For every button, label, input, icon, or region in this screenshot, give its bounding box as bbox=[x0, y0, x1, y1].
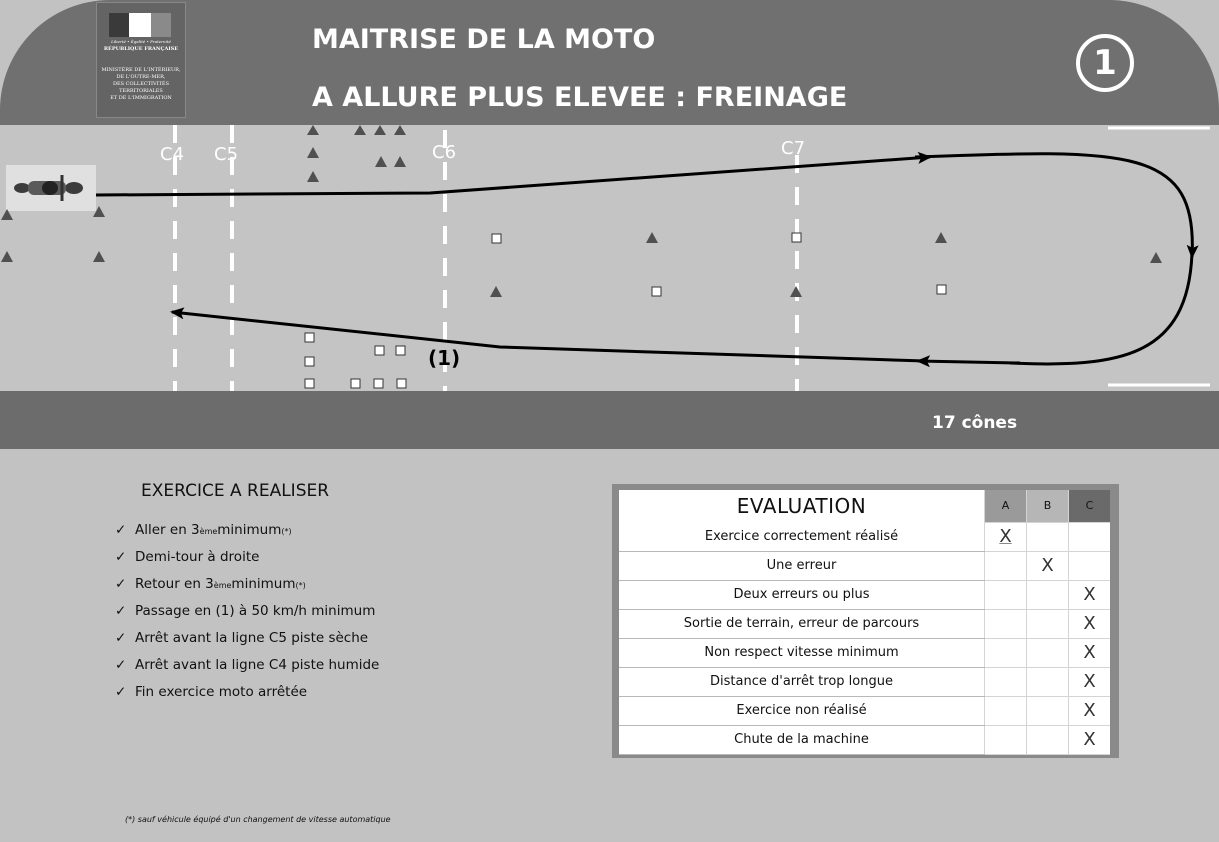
square-marker bbox=[492, 234, 501, 243]
return-path bbox=[918, 361, 1020, 363]
evaluation-header-row bbox=[619, 490, 1110, 522]
motorcycle-icon bbox=[6, 165, 96, 211]
row-label: Distance d'arrêt trop longue bbox=[619, 667, 985, 696]
list-item: ✓ Arrêt avant la ligne C5 piste sèche bbox=[115, 630, 369, 646]
checkmark-icon: ✓ bbox=[115, 522, 127, 538]
square-marker bbox=[937, 285, 946, 294]
list-item: ✓ Retour en 3 ème minimum (*) bbox=[115, 576, 306, 592]
list-item: ✓ Fin exercice moto arrêtée bbox=[115, 684, 308, 700]
row-label: Exercice correctement réalisé bbox=[619, 522, 985, 551]
column-header-c: C bbox=[1069, 490, 1111, 522]
table-row bbox=[619, 638, 1110, 667]
table-row bbox=[619, 609, 1110, 638]
mark-c: X bbox=[1069, 696, 1111, 725]
checkmark-icon: ✓ bbox=[115, 630, 127, 646]
list-item: ✓ Aller en 3 ème minimum (*) bbox=[115, 522, 292, 538]
square-marker bbox=[374, 379, 383, 388]
row-label: Deux erreurs ou plus bbox=[619, 580, 985, 609]
track-diagram bbox=[0, 125, 1219, 392]
square-marker bbox=[652, 287, 661, 296]
mark-a bbox=[985, 609, 1027, 638]
table-row bbox=[619, 551, 1110, 580]
checkmark-icon: ✓ bbox=[115, 684, 127, 700]
square-marker bbox=[396, 346, 405, 355]
square-marker bbox=[305, 379, 314, 388]
checkmark-icon: ✓ bbox=[115, 603, 127, 619]
mark-c: X bbox=[1069, 667, 1111, 696]
mark-a bbox=[985, 667, 1027, 696]
mark-b bbox=[1027, 667, 1069, 696]
mark-b: X bbox=[1027, 551, 1069, 580]
mark-b bbox=[1027, 609, 1069, 638]
mark-b bbox=[1027, 638, 1069, 667]
column-header-b: B bbox=[1027, 490, 1069, 522]
exercise-list bbox=[115, 522, 379, 711]
page-subtitle: A ALLURE PLUS ELEVEE : FREINAGE bbox=[312, 82, 848, 113]
row-label: Exercice non réalisé bbox=[619, 696, 985, 725]
mark-a bbox=[985, 725, 1027, 754]
square-marker bbox=[792, 233, 801, 242]
exercise-number-badge: 1 bbox=[1076, 34, 1134, 92]
checkmark-icon: ✓ bbox=[115, 576, 127, 592]
logo-ministry: MINISTÈRE DE L'INTÉRIEUR, DE L'OUTRE-MER, DES COLLECTIVITÉS TERRITORIALES ET DE L'IMMIGRATION bbox=[101, 67, 181, 101]
checkmark-icon: ✓ bbox=[115, 549, 127, 565]
track-footer-band bbox=[0, 391, 1219, 449]
mark-c: X bbox=[1069, 725, 1111, 754]
list-item: ✓ Arrêt avant la ligne C4 piste humide bbox=[115, 657, 380, 673]
table-row bbox=[619, 667, 1110, 696]
label-c5: C5 bbox=[214, 144, 239, 165]
page-title: MAITRISE DE LA MOTO bbox=[312, 24, 656, 55]
header-banner bbox=[0, 0, 1219, 125]
evaluation-panel bbox=[612, 484, 1119, 758]
column-header-a: A bbox=[985, 490, 1027, 522]
table-row bbox=[619, 725, 1110, 754]
mark-c: X bbox=[1069, 580, 1111, 609]
list-item: ✓ Demi-tour à droite bbox=[115, 549, 260, 565]
label-c6: C6 bbox=[432, 142, 457, 163]
mark-a bbox=[985, 696, 1027, 725]
row-label: Chute de la machine bbox=[619, 725, 985, 754]
cone-count: 17 cônes bbox=[932, 413, 1018, 433]
table-row bbox=[619, 522, 1110, 551]
evaluation-table bbox=[619, 490, 1110, 755]
label-c7: C7 bbox=[781, 138, 806, 159]
mark-b bbox=[1027, 580, 1069, 609]
label-c4: C4 bbox=[160, 144, 185, 165]
row-label: Non respect vitesse minimum bbox=[619, 638, 985, 667]
marianne-flag-icon bbox=[109, 13, 171, 37]
mark-a: X bbox=[985, 522, 1027, 551]
square-marker bbox=[375, 346, 384, 355]
square-marker bbox=[397, 379, 406, 388]
mark-c bbox=[1069, 522, 1111, 551]
mark-a bbox=[985, 580, 1027, 609]
mark-b bbox=[1027, 725, 1069, 754]
mark-b bbox=[1027, 522, 1069, 551]
list-item: ✓ Passage en (1) à 50 km/h minimum bbox=[115, 603, 376, 619]
square-marker bbox=[305, 357, 314, 366]
row-label: Sortie de terrain, erreur de parcours bbox=[619, 609, 985, 638]
checkmark-icon: ✓ bbox=[115, 657, 127, 673]
mark-c bbox=[1069, 551, 1111, 580]
passage-marker: (1) bbox=[428, 346, 461, 370]
square-marker bbox=[351, 379, 360, 388]
logo-motto: Liberté • Égalité • Fraternité bbox=[111, 39, 171, 44]
square-marker bbox=[305, 333, 314, 342]
exercise-title: EXERCICE A REALISER bbox=[141, 481, 330, 501]
logo-republic: RÉPUBLIQUE FRANÇAISE bbox=[103, 46, 179, 52]
table-row bbox=[619, 580, 1110, 609]
mark-c: X bbox=[1069, 638, 1111, 667]
mark-b bbox=[1027, 696, 1069, 725]
table-row bbox=[619, 696, 1110, 725]
footnote: (*) sauf véhicule équipé d'un changement de vitesse automatique bbox=[125, 815, 391, 824]
mark-a bbox=[985, 638, 1027, 667]
evaluation-heading: EVALUATION bbox=[619, 490, 985, 522]
row-label: Une erreur bbox=[619, 551, 985, 580]
ministry-logo bbox=[96, 2, 186, 118]
mark-a bbox=[985, 551, 1027, 580]
mark-c: X bbox=[1069, 609, 1111, 638]
